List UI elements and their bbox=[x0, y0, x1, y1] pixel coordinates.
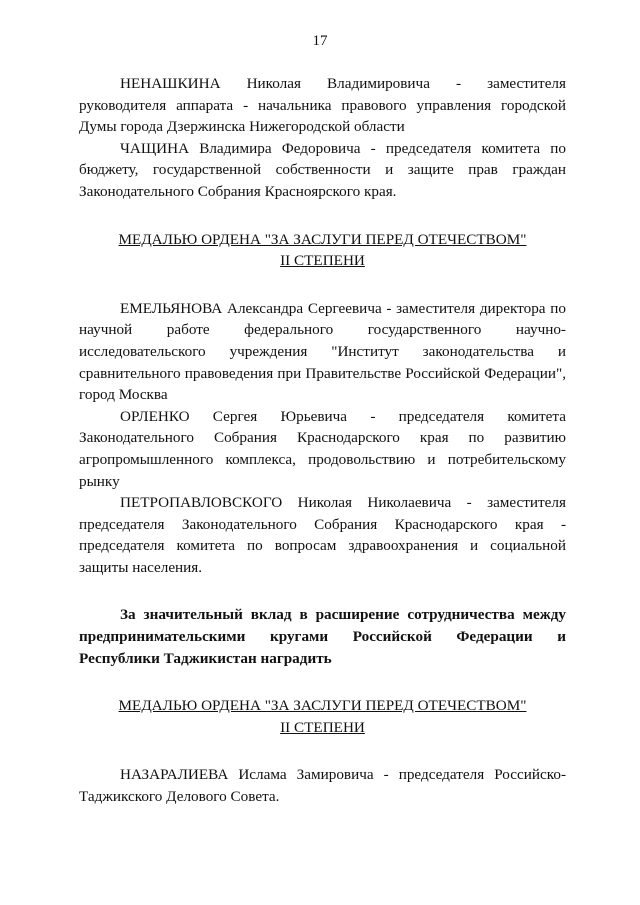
medal-heading-line1: МЕДАЛЬЮ ОРДЕНА "ЗА ЗАСЛУГИ ПЕРЕД ОТЕЧЕСТВОМ" bbox=[118, 697, 527, 715]
medal-heading-line1: МЕДАЛЬЮ ОРДЕНА "ЗА ЗАСЛУГИ ПЕРЕД ОТЕЧЕСТВОМ" bbox=[118, 230, 527, 248]
page-number: 17 bbox=[312, 33, 328, 49]
award-paragraph: ПЕТРОПАВЛОВСКОГО Николая Николаевича - заместителя председателя Законодательного Собрания Краснодарского края - председателя комитета по вопросам здравоохранения и социальной защиты населения. bbox=[79, 494, 566, 576]
award-paragraph: ЧАЩИНА Владимира Федоровича - председателя комитета по бюджету, государственной собственности и защите прав граждан Законодательного Собрания Красноярского края. bbox=[79, 139, 566, 200]
medal-heading-line2: II СТЕПЕНИ bbox=[280, 718, 365, 736]
award-paragraph: НАЗАРАЛИЕВА Ислама Замировича - председателя Российско-Таджикского Делового Совета. bbox=[79, 766, 566, 806]
award-paragraph: НЕНАШКИНА Николая Владимировича - заместителя руководителя аппарата - начальника правового управления городской Думы города Дзержинска Нижегородской области bbox=[79, 75, 566, 136]
award-paragraph: ОРЛЕНКО Сергея Юрьевича - председателя комитета Законодательного Собрания Краснодарского края по развитию агропромышленного комплекса, продовольствию и потребительскому рынку bbox=[79, 407, 566, 490]
medal-heading-line2: II СТЕПЕНИ bbox=[280, 252, 365, 270]
award-paragraph: ЕМЕЛЬЯНОВА Александра Сергеевича - заместителя директора по научной работе федерального государственного научно-исследовательского учреждения "Институт законодательства и сравнительного правоведения при Правительстве Российской Федерации", город Москва bbox=[79, 299, 566, 404]
award-reason-statement: За значительный вклад в расширение сотрудничества между предпринимательскими кругами Российской Федерации и Республики Таджикистан наградить bbox=[79, 606, 566, 667]
document-body bbox=[79, 73, 566, 808]
